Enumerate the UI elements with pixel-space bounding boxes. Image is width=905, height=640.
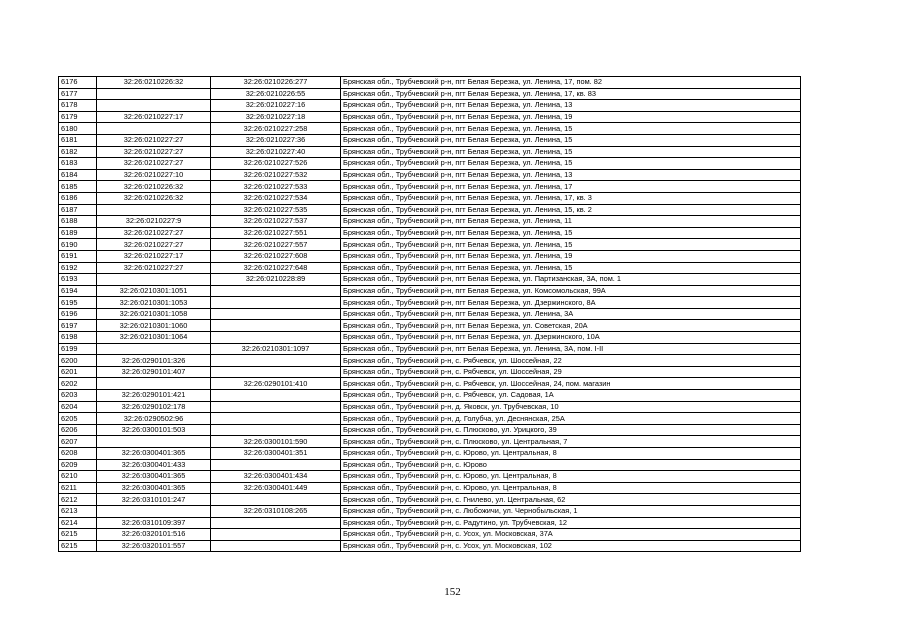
object-cadastral-number-cell: 32:26:0300401:449 [211, 482, 341, 494]
table-row [59, 285, 801, 297]
address-cell: Брянская обл., Трубчевский р-н, с. Гнилево, ул. Центральная, 62 [341, 494, 801, 506]
object-cadastral-number-cell [211, 459, 341, 471]
source-cadastral-number-cell [97, 123, 211, 135]
table-row [59, 471, 801, 483]
row-number-cell: 6177 [59, 88, 97, 100]
table-row [59, 239, 801, 251]
row-number-cell: 6178 [59, 100, 97, 112]
source-cadastral-number-cell: 32:26:0210301:1064 [97, 332, 211, 344]
object-cadastral-number-cell [211, 390, 341, 402]
object-cadastral-number-cell: 32:26:0210227:535 [211, 204, 341, 216]
object-cadastral-number-cell: 32:26:0210227:537 [211, 216, 341, 228]
source-cadastral-number-cell: 32:26:0310101:247 [97, 494, 211, 506]
source-cadastral-number-cell: 32:26:0300401:365 [97, 482, 211, 494]
object-cadastral-number-cell: 32:26:0210227:532 [211, 169, 341, 181]
row-number-cell: 6207 [59, 436, 97, 448]
table-body [59, 77, 801, 552]
source-cadastral-number-cell [97, 343, 211, 355]
source-cadastral-number-cell: 32:26:0210301:1060 [97, 320, 211, 332]
table-row [59, 343, 801, 355]
source-cadastral-number-cell: 32:26:0210227:27 [97, 134, 211, 146]
row-number-cell: 6195 [59, 297, 97, 309]
source-cadastral-number-cell: 32:26:0210227:27 [97, 227, 211, 239]
page-number: 152 [444, 586, 461, 598]
address-cell: Брянская обл., Трубчевский р-н, пгт Белая Березка, ул. Ленина, 19 [341, 250, 801, 262]
table-row [59, 216, 801, 228]
address-cell: Брянская обл., Трубчевский р-н, пгт Белая Березка, ул. Ленина, 17, кв. 83 [341, 88, 801, 100]
row-number-cell: 6194 [59, 285, 97, 297]
object-cadastral-number-cell: 32:26:0210227:648 [211, 262, 341, 274]
object-cadastral-number-cell [211, 529, 341, 541]
object-cadastral-number-cell: 32:26:0210227:36 [211, 134, 341, 146]
object-cadastral-number-cell [211, 540, 341, 552]
table-row [59, 448, 801, 460]
address-cell: Брянская обл., Трубчевский р-н, пгт Белая Березка, ул. Ленина, 19 [341, 111, 801, 123]
table-row [59, 227, 801, 239]
row-number-cell: 6192 [59, 262, 97, 274]
row-number-cell: 6208 [59, 448, 97, 460]
source-cadastral-number-cell [97, 436, 211, 448]
object-cadastral-number-cell [211, 413, 341, 425]
table-row [59, 297, 801, 309]
object-cadastral-number-cell [211, 401, 341, 413]
source-cadastral-number-cell: 32:26:0210301:1051 [97, 285, 211, 297]
object-cadastral-number-cell: 32:26:0300401:434 [211, 471, 341, 483]
row-number-cell: 6209 [59, 459, 97, 471]
object-cadastral-number-cell [211, 517, 341, 529]
address-cell: Брянская обл., Трубчевский р-н, с. Усох, ул. Московская, 37А [341, 529, 801, 541]
table-row [59, 146, 801, 158]
object-cadastral-number-cell: 32:26:0310108:265 [211, 505, 341, 517]
row-number-cell: 6180 [59, 123, 97, 135]
table-row [59, 111, 801, 123]
address-cell: Брянская обл., Трубчевский р-н, пгт Белая Березка, ул. Ленина, 17 [341, 181, 801, 193]
row-number-cell: 6214 [59, 517, 97, 529]
source-cadastral-number-cell: 32:26:0210227:10 [97, 169, 211, 181]
address-cell: Брянская обл., Трубчевский р-н, с. Усох, ул. Московская, 102 [341, 540, 801, 552]
table-row [59, 100, 801, 112]
row-number-cell: 6179 [59, 111, 97, 123]
row-number-cell: 6181 [59, 134, 97, 146]
object-cadastral-number-cell [211, 494, 341, 506]
table-row [59, 424, 801, 436]
table-row [59, 308, 801, 320]
table-row [59, 366, 801, 378]
table-row [59, 123, 801, 135]
table-row [59, 274, 801, 286]
object-cadastral-number-cell: 32:26:0210227:533 [211, 181, 341, 193]
source-cadastral-number-cell [97, 204, 211, 216]
source-cadastral-number-cell: 32:26:0290101:421 [97, 390, 211, 402]
address-cell: Брянская обл., Трубчевский р-н, с. Любожичи, ул. Чернобыльская, 1 [341, 505, 801, 517]
object-cadastral-number-cell: 32:26:0210227:526 [211, 158, 341, 170]
address-cell: Брянская обл., Трубчевский р-н, с. Рябчевск, ул. Садовая, 1А [341, 390, 801, 402]
table-row [59, 332, 801, 344]
row-number-cell: 6176 [59, 77, 97, 89]
object-cadastral-number-cell [211, 285, 341, 297]
table-row [59, 88, 801, 100]
address-cell: Брянская обл., Трубчевский р-н, д. Голубча, ул. Деснянская, 25А [341, 413, 801, 425]
source-cadastral-number-cell: 32:26:0210227:27 [97, 158, 211, 170]
source-cadastral-number-cell: 32:26:0290101:326 [97, 355, 211, 367]
table-row [59, 181, 801, 193]
source-cadastral-number-cell: 32:26:0320101:516 [97, 529, 211, 541]
object-cadastral-number-cell [211, 308, 341, 320]
table-row [59, 505, 801, 517]
address-cell: Брянская обл., Трубчевский р-н, с. Рябчевск, ул. Шоссейная, 24, пом. магазин [341, 378, 801, 390]
row-number-cell: 6200 [59, 355, 97, 367]
object-cadastral-number-cell: 32:26:0210227:40 [211, 146, 341, 158]
source-cadastral-number-cell [97, 100, 211, 112]
address-cell: Брянская обл., Трубчевский р-н, с. Юрово [341, 459, 801, 471]
object-cadastral-number-cell [211, 424, 341, 436]
address-cell: Брянская обл., Трубчевский р-н, пгт Белая Березка, ул. Ленина, 15 [341, 227, 801, 239]
address-cell: Брянская обл., Трубчевский р-н, пгт Белая Березка, ул. Дзержинского, 8А [341, 297, 801, 309]
object-cadastral-number-cell: 32:26:0210227:557 [211, 239, 341, 251]
table-row [59, 134, 801, 146]
address-cell: Брянская обл., Трубчевский р-н, с. Рябчевск, ул. Шоссейная, 29 [341, 366, 801, 378]
address-cell: Брянская обл., Трубчевский р-н, пгт Белая Березка, ул. Ленина, 15 [341, 262, 801, 274]
table-row [59, 169, 801, 181]
table-row [59, 517, 801, 529]
source-cadastral-number-cell: 32:26:0210227:17 [97, 250, 211, 262]
row-number-cell: 6186 [59, 192, 97, 204]
object-cadastral-number-cell: 32:26:0290101:410 [211, 378, 341, 390]
row-number-cell: 6183 [59, 158, 97, 170]
source-cadastral-number-cell: 32:26:0320101:557 [97, 540, 211, 552]
source-cadastral-number-cell: 32:26:0210227:27 [97, 262, 211, 274]
row-number-cell: 6215 [59, 540, 97, 552]
object-cadastral-number-cell: 32:26:0210227:534 [211, 192, 341, 204]
address-cell: Брянская обл., Трубчевский р-н, пгт Белая Березка, ул. Ленина, 15 [341, 239, 801, 251]
source-cadastral-number-cell: 32:26:0290101:407 [97, 366, 211, 378]
source-cadastral-number-cell [97, 274, 211, 286]
source-cadastral-number-cell: 32:26:0310109:397 [97, 517, 211, 529]
row-number-cell: 6198 [59, 332, 97, 344]
table-row [59, 413, 801, 425]
address-cell: Брянская обл., Трубчевский р-н, с. Плюсково, ул. Центральная, 7 [341, 436, 801, 448]
table-row [59, 436, 801, 448]
address-cell: Брянская обл., Трубчевский р-н, пгт Белая Березка, ул. Советская, 20А [341, 320, 801, 332]
source-cadastral-number-cell: 32:26:0210301:1058 [97, 308, 211, 320]
object-cadastral-number-cell: 32:26:0210301:1097 [211, 343, 341, 355]
table-row [59, 494, 801, 506]
row-number-cell: 6199 [59, 343, 97, 355]
source-cadastral-number-cell: 32:26:0300401:365 [97, 448, 211, 460]
row-number-cell: 6191 [59, 250, 97, 262]
table-row [59, 77, 801, 89]
row-number-cell: 6188 [59, 216, 97, 228]
source-cadastral-number-cell [97, 378, 211, 390]
address-cell: Брянская обл., Трубчевский р-н, пгт Белая Березка, ул. Партизанская, 3А, пом. 1 [341, 274, 801, 286]
object-cadastral-number-cell: 32:26:0210226:277 [211, 77, 341, 89]
address-cell: Брянская обл., Трубчевский р-н, д. Яковск, ул. Трубчевская, 10 [341, 401, 801, 413]
source-cadastral-number-cell [97, 88, 211, 100]
address-cell: Брянская обл., Трубчевский р-н, пгт Белая Березка, ул. Ленина, 15 [341, 158, 801, 170]
source-cadastral-number-cell: 32:26:0210227:27 [97, 239, 211, 251]
object-cadastral-number-cell [211, 297, 341, 309]
source-cadastral-number-cell: 32:26:0210301:1053 [97, 297, 211, 309]
row-number-cell: 6204 [59, 401, 97, 413]
row-number-cell: 6189 [59, 227, 97, 239]
object-cadastral-number-cell: 32:26:0300401:351 [211, 448, 341, 460]
address-cell: Брянская обл., Трубчевский р-н, с. Плюсково, ул. Урицкого, 39 [341, 424, 801, 436]
address-cell: Брянская обл., Трубчевский р-н, пгт Белая Березка, ул. Ленина, 15, кв. 2 [341, 204, 801, 216]
table-row [59, 158, 801, 170]
row-number-cell: 6212 [59, 494, 97, 506]
address-cell: Брянская обл., Трубчевский р-н, пгт Белая Березка, ул. Ленина, 17, кв. 3 [341, 192, 801, 204]
row-number-cell: 6197 [59, 320, 97, 332]
table-row [59, 204, 801, 216]
cadastral-table [58, 76, 801, 552]
address-cell: Брянская обл., Трубчевский р-н, с. Юрово, ул. Центральная, 8 [341, 482, 801, 494]
source-cadastral-number-cell: 32:26:0210226:32 [97, 77, 211, 89]
row-number-cell: 6196 [59, 308, 97, 320]
object-cadastral-number-cell: 32:26:0210227:258 [211, 123, 341, 135]
source-cadastral-number-cell [97, 505, 211, 517]
object-cadastral-number-cell: 32:26:0210227:608 [211, 250, 341, 262]
address-cell: Брянская обл., Трубчевский р-н, пгт Белая Березка, ул. Дзержинского, 10А [341, 332, 801, 344]
row-number-cell: 6211 [59, 482, 97, 494]
object-cadastral-number-cell: 32:26:0210227:18 [211, 111, 341, 123]
table-row [59, 529, 801, 541]
table-row [59, 355, 801, 367]
address-cell: Брянская обл., Трубчевский р-н, с. Рябчевск, ул. Шоссейная, 22 [341, 355, 801, 367]
source-cadastral-number-cell: 32:26:0210226:32 [97, 192, 211, 204]
address-cell: Брянская обл., Трубчевский р-н, пгт Белая Березка, ул. Ленина, 13 [341, 169, 801, 181]
table-row [59, 482, 801, 494]
address-cell: Брянская обл., Трубчевский р-н, пгт Белая Березка, ул. Ленина, 13 [341, 100, 801, 112]
object-cadastral-number-cell: 32:26:0300101:590 [211, 436, 341, 448]
table-row [59, 540, 801, 552]
row-number-cell: 6203 [59, 390, 97, 402]
address-cell: Брянская обл., Трубчевский р-н, пгт Белая Березка, ул. Ленина, 15 [341, 123, 801, 135]
address-cell: Брянская обл., Трубчевский р-н, пгт Белая Березка, ул. Ленина, 3А [341, 308, 801, 320]
row-number-cell: 6206 [59, 424, 97, 436]
object-cadastral-number-cell: 32:26:0210227:16 [211, 100, 341, 112]
address-cell: Брянская обл., Трубчевский р-н, пгт Белая Березка, ул. Ленина, 15 [341, 134, 801, 146]
row-number-cell: 6184 [59, 169, 97, 181]
row-number-cell: 6205 [59, 413, 97, 425]
table-row [59, 250, 801, 262]
object-cadastral-number-cell: 32:26:0210228:89 [211, 274, 341, 286]
table-row [59, 401, 801, 413]
table-row [59, 262, 801, 274]
address-cell: Брянская обл., Трубчевский р-н, пгт Белая Березка, ул. Ленина, 11 [341, 216, 801, 228]
table-row [59, 378, 801, 390]
row-number-cell: 6213 [59, 505, 97, 517]
table-row [59, 192, 801, 204]
source-cadastral-number-cell: 32:26:0300101:503 [97, 424, 211, 436]
table-row [59, 459, 801, 471]
table-row [59, 320, 801, 332]
address-cell: Брянская обл., Трубчевский р-н, пгт Белая Березка, ул. Ленина, 3А, пом. I-II [341, 343, 801, 355]
row-number-cell: 6201 [59, 366, 97, 378]
object-cadastral-number-cell [211, 320, 341, 332]
source-cadastral-number-cell: 32:26:0210227:9 [97, 216, 211, 228]
address-cell: Брянская обл., Трубчевский р-н, пгт Белая Березка, ул. Ленина, 15 [341, 146, 801, 158]
table-row [59, 390, 801, 402]
row-number-cell: 6193 [59, 274, 97, 286]
address-cell: Брянская обл., Трубчевский р-н, пгт Белая Березка, ул. Комсомольская, 99А [341, 285, 801, 297]
row-number-cell: 6190 [59, 239, 97, 251]
object-cadastral-number-cell: 32:26:0210227:551 [211, 227, 341, 239]
row-number-cell: 6185 [59, 181, 97, 193]
address-cell: Брянская обл., Трубчевский р-н, с. Радутино, ул. Трубчевская, 12 [341, 517, 801, 529]
object-cadastral-number-cell [211, 332, 341, 344]
source-cadastral-number-cell: 32:26:0210227:17 [97, 111, 211, 123]
address-cell: Брянская обл., Трубчевский р-н, с. Юрово, ул. Центральная, 8 [341, 448, 801, 460]
address-cell: Брянская обл., Трубчевский р-н, пгт Белая Березка, ул. Ленина, 17, пом. 82 [341, 77, 801, 89]
source-cadastral-number-cell: 32:26:0210227:27 [97, 146, 211, 158]
source-cadastral-number-cell: 32:26:0210226:32 [97, 181, 211, 193]
source-cadastral-number-cell: 32:26:0290502:96 [97, 413, 211, 425]
object-cadastral-number-cell [211, 355, 341, 367]
row-number-cell: 6210 [59, 471, 97, 483]
row-number-cell: 6215 [59, 529, 97, 541]
object-cadastral-number-cell [211, 366, 341, 378]
row-number-cell: 6202 [59, 378, 97, 390]
source-cadastral-number-cell: 32:26:0300401:433 [97, 459, 211, 471]
source-cadastral-number-cell: 32:26:0290102:178 [97, 401, 211, 413]
source-cadastral-number-cell: 32:26:0300401:365 [97, 471, 211, 483]
row-number-cell: 6182 [59, 146, 97, 158]
address-cell: Брянская обл., Трубчевский р-н, с. Юрово, ул. Центральная, 8 [341, 471, 801, 483]
object-cadastral-number-cell: 32:26:0210226:55 [211, 88, 341, 100]
row-number-cell: 6187 [59, 204, 97, 216]
